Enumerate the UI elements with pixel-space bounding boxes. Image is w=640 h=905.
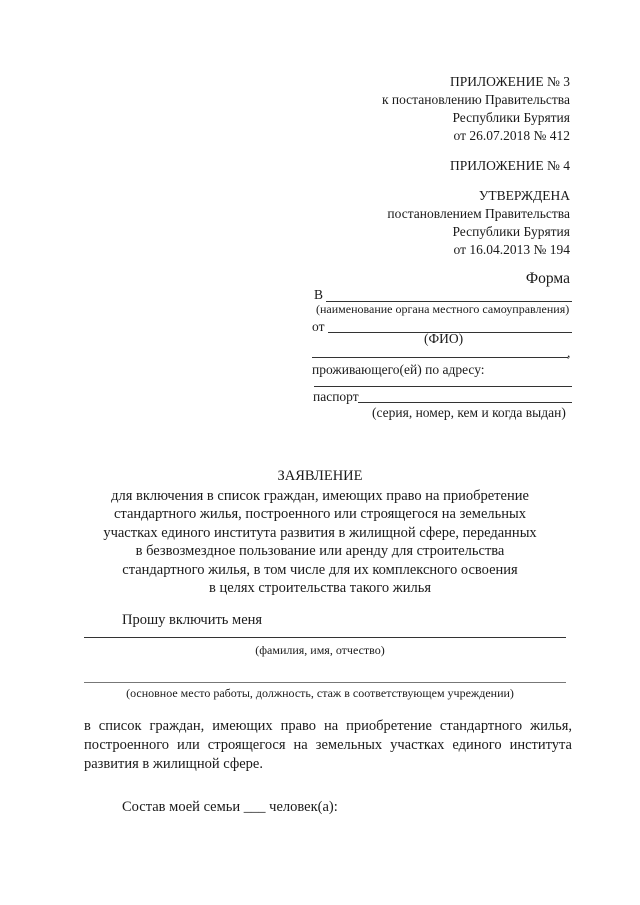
to-prefix: В — [314, 287, 324, 302]
approved-title: УТВЕРЖДЕНА — [478, 188, 570, 203]
body-paragraph: в список граждан, имеющих право на приобретение стандартного жилья, построенного или строящегося на земельных участках единого института развития в жилищной сфере. — [84, 718, 572, 772]
approved-date: от 16.04.2013 № 194 — [453, 242, 570, 257]
name-caption: (фамилия, имя, отчество) — [255, 643, 385, 657]
statement-title: ЗАЯВЛЕНИЕ — [277, 468, 363, 484]
from-prefix: от — [312, 319, 325, 334]
address-comma: , — [567, 345, 571, 360]
address-line-2[interactable] — [314, 386, 572, 387]
passport-caption: (серия, номер, кем и когда выдан) — [372, 405, 566, 420]
family-suffix: человек(а): — [269, 799, 338, 815]
subtitle-line: в целях строительства такого жилья — [208, 580, 432, 597]
appendix-3-title: ПРИЛОЖЕНИЕ № 3 — [449, 74, 570, 89]
family-line — [122, 799, 338, 816]
subtitle-line: участках единого института развития в жилищной сфере, переданных — [103, 524, 537, 541]
fio-caption: (ФИО) — [424, 331, 464, 346]
request-text: Прошу включить меня — [122, 612, 263, 628]
passport-label: паспорт — [313, 389, 359, 404]
family-count-field[interactable]: ___ — [243, 799, 266, 815]
work-caption: (основное место работы, должность, стаж в соответствующем учреждении) — [126, 686, 514, 700]
appendix-3-line: к постановлению Правительства — [381, 92, 570, 107]
subtitle-line: в безвозмездное пользование или аренду для строительства — [135, 543, 505, 560]
address-label: проживающего(ей) по адресу: — [312, 362, 485, 377]
appendix-4-title: ПРИЛОЖЕНИЕ № 4 — [449, 158, 570, 173]
statement-subtitle — [0, 487, 640, 597]
approved-line: постановлением Правительства — [387, 206, 570, 221]
address-line-1[interactable] — [312, 357, 568, 358]
subtitle-line: для включения в список граждан, имеющих право на приобретение — [111, 488, 529, 504]
appendix-3-line: Республики Бурятия — [452, 110, 570, 125]
appendix-3-date: от 26.07.2018 № 412 — [453, 128, 570, 143]
form-label: Форма — [525, 270, 570, 287]
passport-field[interactable] — [358, 402, 572, 403]
approved-line: Республики Бурятия — [452, 224, 570, 239]
family-prefix: Состав моей семьи — [122, 799, 241, 815]
name-field[interactable] — [84, 637, 566, 638]
subtitle-line: стандартного жилья, в том числе для их комплексного освоения — [122, 561, 518, 578]
work-field[interactable] — [84, 682, 566, 683]
to-caption: (наименование органа местного самоуправления) — [316, 302, 570, 316]
subtitle-line: стандартного жилья, построенного или строящегося на земельных — [114, 506, 526, 523]
